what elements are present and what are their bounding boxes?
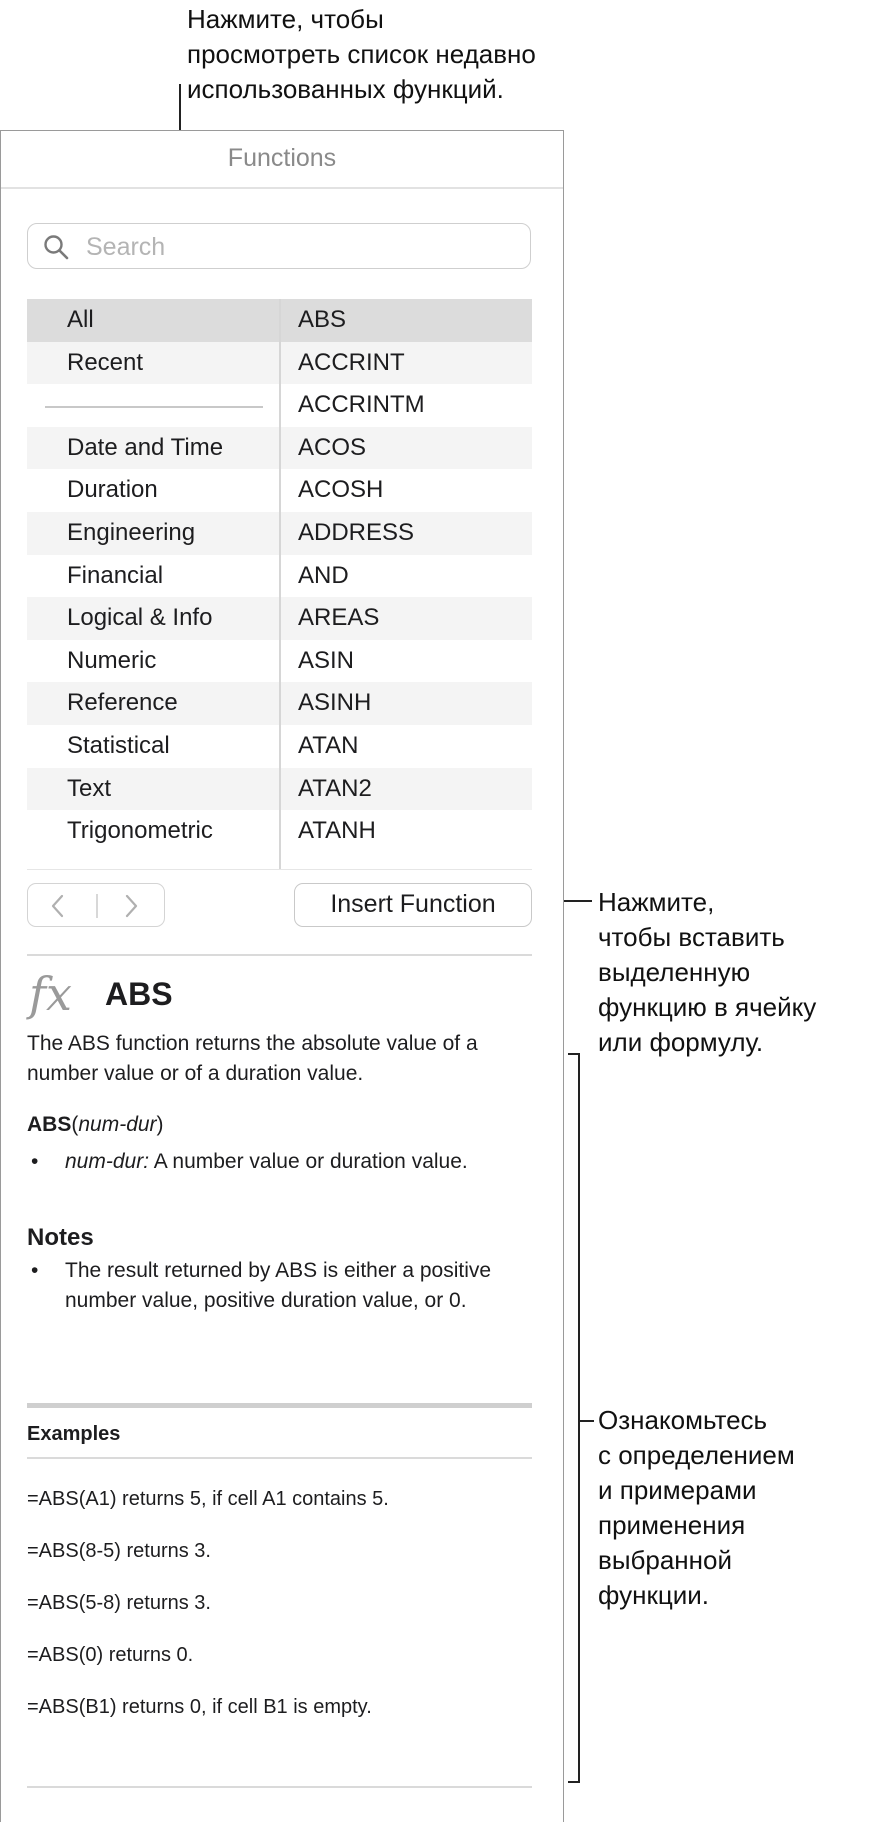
forward-chevron-icon[interactable]	[123, 894, 139, 918]
bullet-icon: •	[31, 1150, 39, 1173]
notes-heading: Notes	[27, 1224, 94, 1251]
insert-function-button[interactable]: Insert Function	[294, 883, 532, 927]
callout-recent: Нажмите, чтобы просмотреть список недавно использованных функций.	[187, 4, 536, 104]
function-item[interactable]: ABS	[298, 306, 347, 333]
search-icon	[42, 233, 70, 261]
category-text[interactable]: Text	[67, 774, 112, 802]
function-item[interactable]: ATANH	[298, 817, 376, 845]
callout-definition: Ознакомьтесь с определением и примерами применения выбранной функции.	[598, 1405, 795, 1610]
function-item[interactable]: ACCRINTM	[298, 391, 425, 419]
function-item[interactable]: ACOSH	[298, 476, 384, 504]
category-all[interactable]: All	[67, 306, 94, 333]
search-field[interactable]	[27, 223, 531, 269]
function-item[interactable]: ASINH	[298, 689, 372, 717]
column-divider	[279, 299, 281, 869]
fx-icon: fx	[29, 967, 72, 1021]
category-financial[interactable]: Financial	[67, 561, 164, 589]
bracket-definition-bottom	[568, 1781, 580, 1783]
title-divider	[1, 187, 563, 189]
category-recent[interactable]: Recent	[67, 348, 144, 376]
category-statistical[interactable]: Statistical	[67, 732, 170, 759]
bracket-definition-top	[568, 1053, 580, 1055]
category-reference[interactable]: Reference	[67, 689, 178, 717]
function-description: The ABS function returns the absolute value of a number value or of a duration value.	[27, 1032, 478, 1085]
function-browser	[27, 299, 532, 869]
category-separator	[45, 406, 263, 408]
function-item[interactable]: ADDRESS	[298, 519, 415, 546]
example-item: =ABS(5-8) returns 3.	[27, 1592, 211, 1614]
examples-divider	[27, 1403, 532, 1408]
function-name-heading: ABS	[105, 976, 173, 1012]
example-item: =ABS(0) returns 0.	[27, 1644, 194, 1666]
function-item[interactable]: ATAN2	[298, 774, 372, 802]
argument-description: num-dur: A number value or duration value.	[65, 1150, 468, 1173]
function-item[interactable]: AND	[298, 561, 349, 589]
category-logical-info[interactable]: Logical & Info	[67, 604, 213, 632]
detail-divider	[27, 954, 532, 956]
examples-heading: Examples	[27, 1423, 121, 1445]
example-item: =ABS(B1) returns 0, if cell B1 is empty.	[27, 1696, 372, 1718]
category-selected-highlight	[27, 299, 279, 342]
search-placeholder: Search	[86, 233, 166, 261]
bracket-definition-vertical	[578, 1053, 580, 1783]
function-item[interactable]: ACCRINT	[298, 348, 405, 376]
nav-divider	[96, 894, 98, 918]
bracket-definition-pointer	[580, 1420, 594, 1422]
example-item: =ABS(8-5) returns 3.	[27, 1540, 211, 1562]
function-item[interactable]: ATAN	[298, 732, 359, 759]
examples-heading-divider	[27, 1457, 532, 1459]
example-item: =ABS(A1) returns 5, if cell A1 contains 5.	[27, 1488, 389, 1510]
callout-insert: Нажмите, чтобы вставить выделенную функцию в ячейку или формулу.	[598, 887, 817, 1057]
category-numeric[interactable]: Numeric	[67, 646, 157, 674]
category-date-and-time[interactable]: Date and Time	[67, 433, 224, 461]
panel-title: Functions	[227, 144, 337, 172]
examples-bottom-divider	[27, 1786, 532, 1788]
back-chevron-icon[interactable]	[50, 894, 66, 918]
history-nav	[27, 883, 165, 927]
function-item[interactable]: AREAS	[298, 604, 380, 632]
function-syntax: ABS(num-dur)	[27, 1113, 164, 1136]
function-item[interactable]: ACOS	[298, 433, 367, 461]
category-trigonometric[interactable]: Trigonometric	[67, 817, 213, 845]
function-item[interactable]: ASIN	[298, 646, 355, 674]
note-text: The result returned by ABS is either a positive number value, positive duration value, or 0.	[65, 1259, 492, 1312]
bullet-icon: •	[31, 1259, 39, 1282]
table-bottom-border	[27, 869, 532, 870]
category-engineering[interactable]: Engineering	[67, 519, 196, 546]
category-duration[interactable]: Duration	[67, 476, 158, 504]
functions-panel	[0, 130, 564, 1822]
